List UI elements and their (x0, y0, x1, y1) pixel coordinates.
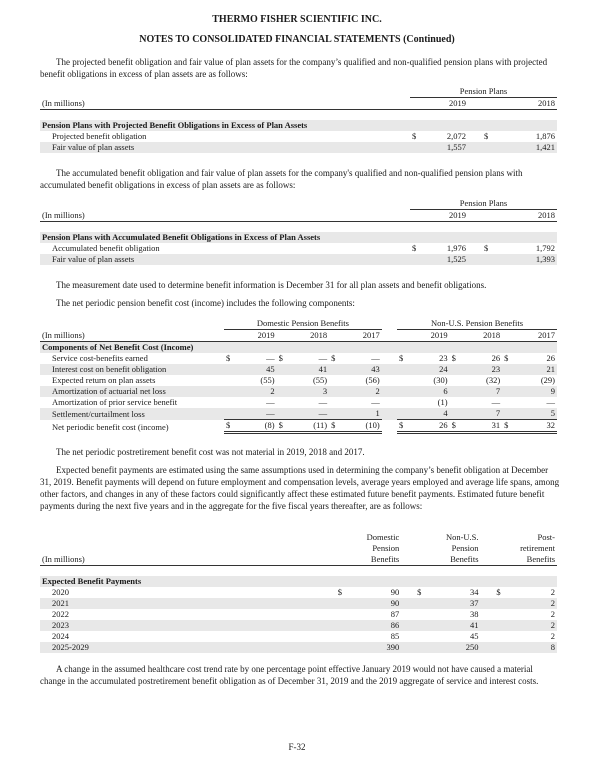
table-cell: 2 (550, 609, 555, 620)
dollar-sign: $ (329, 420, 342, 433)
row-label: Fair value of plan assets (40, 142, 410, 153)
col-domestic-line2: Pension (372, 543, 400, 554)
dollar-sign (277, 364, 290, 375)
paragraph-expected-payments: Expected benefit payments are estimated using the same assumptions used in determining the company’s benefit obligation at December 31, 2019. Benefit payments will depend on future employment and compensation levels, average years employed and average life spans, among other factors, and changes in any of these factors could significantly affect these estimated future benefit payments. Estimated future benefit payments during the next five years and in the aggregate for the five fiscal years thereafter, are as follows: (40, 465, 560, 511)
table-cell: (11) (290, 420, 329, 433)
dollar-sign: $ (331, 353, 336, 364)
dollar-sign (329, 364, 342, 375)
table-cell: (10) (342, 420, 381, 433)
spacer (382, 397, 397, 408)
table-cell: 45 (237, 364, 276, 375)
row-label: 2024 (52, 631, 69, 642)
table-cell: 43 (342, 364, 381, 375)
unit-label: (In millions) (40, 554, 336, 566)
table-cell: 37 (427, 598, 481, 609)
dollar-sign (336, 609, 348, 620)
dollar-sign (502, 364, 515, 375)
table-row (40, 397, 557, 408)
dollar-sign: $ (412, 243, 417, 254)
table-cell: — (318, 397, 328, 408)
spacer (401, 609, 415, 620)
table-cell: 21 (515, 364, 557, 375)
table-cell: 7 (463, 408, 502, 420)
col-nonus-line2: Pension (451, 543, 479, 554)
notes-title: NOTES TO CONSOLIDATED FINANCIAL STATEMENTS (Continued) (139, 34, 455, 45)
table-row (40, 642, 557, 653)
table-cell: 85 (390, 631, 400, 642)
row-label: 2022 (52, 609, 69, 620)
year-header: 2017 (515, 330, 557, 342)
table-cell: (1) (437, 397, 448, 408)
table-cell: 41 (427, 620, 481, 631)
dollar-sign (397, 397, 410, 408)
spacer (382, 386, 397, 397)
table-projected-benefit (40, 86, 557, 153)
row-label: Amortization of prior service benefit (52, 397, 178, 408)
table-cell: 1,421 (492, 142, 557, 153)
dollar-sign (397, 364, 410, 375)
row-label: Accumulated benefit obligation (52, 243, 160, 254)
dollar-sign (224, 375, 237, 386)
year-header: 2017 (342, 330, 381, 342)
dollar-sign: $ (484, 131, 489, 142)
table-body (40, 353, 557, 433)
table-cell: 1,976 (446, 243, 466, 254)
dollar-sign (277, 408, 290, 420)
spacer (382, 364, 397, 375)
table-cell: 45 (470, 631, 479, 642)
year-header: 2019 (237, 330, 276, 342)
table-cell: 1 (342, 408, 381, 420)
dollar-sign (494, 620, 506, 631)
row-label: 2023 (40, 620, 336, 631)
table-expected-payments (40, 532, 557, 653)
table-cell: — (546, 397, 555, 408)
row-label: Net periodic benefit cost (income) (52, 421, 169, 432)
table-cell: 2 (237, 386, 276, 397)
table-cell: 38 (470, 609, 479, 620)
page-number: F-32 (288, 742, 306, 752)
table-cell: 9 (515, 386, 557, 397)
table-cell: 1,557 (420, 142, 468, 153)
group-non-us: Non-U.S. Pension Benefits (397, 318, 557, 330)
dollar-sign (224, 364, 237, 375)
table-row (40, 353, 557, 364)
table-cell: 24 (410, 364, 449, 375)
dollar-sign: $ (504, 353, 509, 364)
col-post-line2: retirement (520, 543, 555, 554)
spacer (382, 353, 397, 364)
dollar-sign: $ (502, 420, 515, 433)
table-cell: — (371, 353, 380, 364)
dollar-sign (450, 364, 463, 375)
dollar-sign (450, 386, 463, 397)
dollar-sign (336, 598, 348, 609)
dollar-sign (502, 375, 515, 386)
table-cell: (56) (365, 375, 380, 386)
dollar-sign (277, 397, 290, 408)
dollar-sign (224, 386, 237, 397)
row-label: 2020 (52, 587, 69, 598)
col-nonus-line3: Benefits (415, 554, 480, 566)
table-row (40, 609, 557, 620)
table-cell: 26 (546, 353, 555, 364)
table-cell: 1,876 (535, 131, 555, 142)
row-label: Fair value of plan assets (40, 254, 410, 265)
year-header: 2018 (492, 98, 557, 110)
table-cell: 2 (550, 587, 555, 598)
table-cell: 2 (506, 620, 557, 631)
table-cell: 34 (470, 587, 479, 598)
table-cell: — (318, 353, 328, 364)
table-cell: — (371, 397, 380, 408)
dollar-sign: $ (450, 420, 463, 433)
dollar-sign (329, 397, 342, 408)
dollar-sign (415, 609, 427, 620)
table-cell: 32 (515, 420, 557, 433)
table-cell: 3 (290, 386, 329, 397)
dollar-sign (502, 386, 515, 397)
paragraph-postretirement: The net periodic postretirement benefit cost was not material in 2019, 2018 and 2017. (56, 447, 365, 457)
dollar-sign (329, 386, 342, 397)
table-cell: 2,072 (446, 131, 466, 142)
dollar-sign: $ (337, 587, 342, 598)
table-cell: 390 (348, 642, 402, 653)
table-cell: — (491, 397, 501, 408)
table-cell: 23 (439, 353, 448, 364)
table-cell: 41 (290, 364, 329, 375)
unit-label: (In millions) (40, 330, 224, 342)
table-row (40, 386, 557, 397)
table-cell: 26 (491, 353, 501, 364)
table-cell: — (290, 408, 329, 420)
dollar-sign: $ (412, 131, 417, 142)
dollar-sign (502, 397, 515, 408)
table-cell: 1,525 (420, 254, 468, 265)
table-net-benefit-cost (40, 318, 557, 434)
dollar-sign (450, 397, 463, 408)
table-cell: 6 (410, 386, 449, 397)
dollar-sign: $ (451, 353, 456, 364)
table-cell: 7 (463, 386, 502, 397)
dollar-sign: $ (417, 587, 422, 598)
paragraph-net-periodic: The net periodic pension benefit cost (income) includes the following components: (56, 298, 355, 308)
dollar-sign (415, 620, 427, 631)
dollar-sign: $ (277, 420, 290, 433)
table-cell: — (237, 408, 276, 420)
dollar-sign (336, 620, 348, 631)
dollar-sign (415, 631, 427, 642)
group-label: Pension Plans (410, 198, 557, 210)
table-cell: 2 (506, 598, 557, 609)
table-accumulated-benefit (40, 198, 557, 265)
table-cell: 86 (348, 620, 402, 631)
spacer (401, 620, 415, 631)
table-cell: 90 (390, 587, 400, 598)
table-cell: 90 (348, 598, 402, 609)
dollar-sign (224, 408, 237, 420)
table-cell: 2 (342, 386, 381, 397)
year-header: 2019 (420, 210, 468, 222)
spacer (481, 609, 495, 620)
table-cell: (8) (237, 420, 276, 433)
year-header: 2019 (410, 330, 449, 342)
row-label: Service cost-benefits earned (52, 353, 148, 364)
dollar-sign (224, 397, 237, 408)
dollar-sign (397, 386, 410, 397)
spacer (481, 598, 495, 609)
dollar-sign (277, 375, 290, 386)
dollar-sign (397, 408, 410, 420)
paragraph-projected: The projected benefit obligation and fair value of plan assets for the company’s qualified and non-qualified pension plans with projected benefit obligations in excess of plan assets are as follows: (40, 57, 548, 79)
unit-label: (In millions) (40, 210, 410, 222)
dollar-sign (450, 408, 463, 420)
total-row (40, 420, 557, 433)
spacer (401, 642, 415, 653)
table-row (40, 620, 557, 631)
spacer (382, 420, 397, 433)
table-row (40, 598, 557, 609)
col-nonus-line1: Non-U.S. (445, 532, 479, 543)
col-post-line3: Benefits (494, 554, 557, 566)
row-label: Interest cost on benefit obligation (40, 364, 224, 375)
col-domestic-line1: Domestic (366, 532, 400, 543)
table-cell: 23 (463, 364, 502, 375)
dollar-sign: $ (496, 587, 501, 598)
dollar-sign (494, 631, 506, 642)
dollar-sign (329, 375, 342, 386)
row-label: 2025-2029 (40, 642, 336, 653)
table-row (40, 631, 557, 642)
table-row (40, 587, 557, 598)
section-header: Components of Net Benefit Cost (Income) (40, 342, 557, 354)
paragraph-healthcare-trend: A change in the assumed healthcare cost trend rate by one percentage point effective January 2019 would not have caused a material change in the accumulated postretirement benefit obligation as of December 31, 2019 and the 2019 aggregate of service and interest costs. (40, 664, 539, 686)
dollar-sign (415, 642, 427, 653)
unit-label: (In millions) (40, 98, 410, 110)
table-cell: (29) (540, 375, 555, 386)
dollar-sign: $ (484, 243, 489, 254)
row-label: Amortization of actuarial net loss (40, 386, 224, 397)
paragraph-measurement-date: The measurement date used to determine benefit information is December 31 for all plan assets and benefit obligations. (56, 280, 487, 290)
dollar-sign (494, 642, 506, 653)
table-cell: 4 (410, 408, 449, 420)
table-cell: 250 (427, 642, 481, 653)
dollar-sign (494, 598, 506, 609)
table-body (40, 587, 557, 653)
dollar-sign: $ (399, 353, 404, 364)
row-label: 2021 (40, 598, 336, 609)
table-cell: — (266, 397, 275, 408)
paragraph-accumulated: The accumulated benefit obligation and fair value of plan assets for the company's qualified and non-qualified pension plans with accumulated benefit obligations in excess of plan assets are as follows: (40, 168, 523, 190)
table-row (40, 364, 557, 375)
col-post-line1: Post- (537, 532, 555, 543)
year-header: 2019 (420, 98, 468, 110)
dollar-sign: $ (224, 420, 237, 433)
year-header: 2018 (290, 330, 329, 342)
table-cell: 8 (506, 642, 557, 653)
table-cell: 5 (515, 408, 557, 420)
spacer (481, 620, 495, 631)
row-label: Projected benefit obligation (52, 131, 147, 142)
year-header: 2018 (463, 330, 502, 342)
spacer (481, 587, 495, 598)
section-header: Pension Plans with Projected Benefit Obligations in Excess of Plan Assets (40, 120, 557, 131)
table-cell: 26 (410, 420, 449, 433)
table-cell: (55) (312, 375, 328, 386)
table-cell: 1,792 (535, 243, 555, 254)
table-row (40, 375, 557, 386)
dollar-sign (415, 598, 427, 609)
spacer (481, 631, 495, 642)
spacer (382, 375, 397, 386)
section-header: Expected Benefit Payments (40, 576, 557, 587)
section-header: Pension Plans with Accumulated Benefit Obligations in Excess of Plan Assets (40, 232, 557, 243)
spacer (481, 642, 495, 653)
dollar-sign (494, 609, 506, 620)
row-label: Expected return on plan assets (52, 375, 156, 386)
table-cell: (30) (433, 375, 448, 386)
table-cell: 31 (463, 420, 502, 433)
year-header: 2018 (492, 210, 557, 222)
table-cell: 1,393 (492, 254, 557, 265)
dollar-sign: $ (397, 420, 410, 433)
group-domestic: Domestic Pension Benefits (224, 318, 382, 330)
table-cell: — (266, 353, 275, 364)
dollar-sign: $ (278, 353, 283, 364)
spacer (401, 631, 415, 642)
row-label: Settlement/curtailment loss (40, 408, 224, 420)
dollar-sign (450, 375, 463, 386)
dollar-sign: $ (226, 353, 231, 364)
table-cell: 2 (550, 631, 555, 642)
spacer (401, 598, 415, 609)
dollar-sign (397, 375, 410, 386)
table-cell: (55) (260, 375, 275, 386)
table-row (40, 408, 557, 420)
dollar-sign (502, 408, 515, 420)
dollar-sign (336, 631, 348, 642)
dollar-sign (329, 408, 342, 420)
table-cell: 87 (390, 609, 400, 620)
dollar-sign (336, 642, 348, 653)
col-domestic-line3: Benefits (336, 554, 401, 566)
spacer (401, 587, 415, 598)
table-cell: (32) (485, 375, 501, 386)
dollar-sign (277, 386, 290, 397)
spacer (382, 408, 397, 420)
company-name: THERMO FISHER SCIENTIFIC INC. (212, 14, 382, 25)
group-label: Pension Plans (410, 86, 557, 98)
